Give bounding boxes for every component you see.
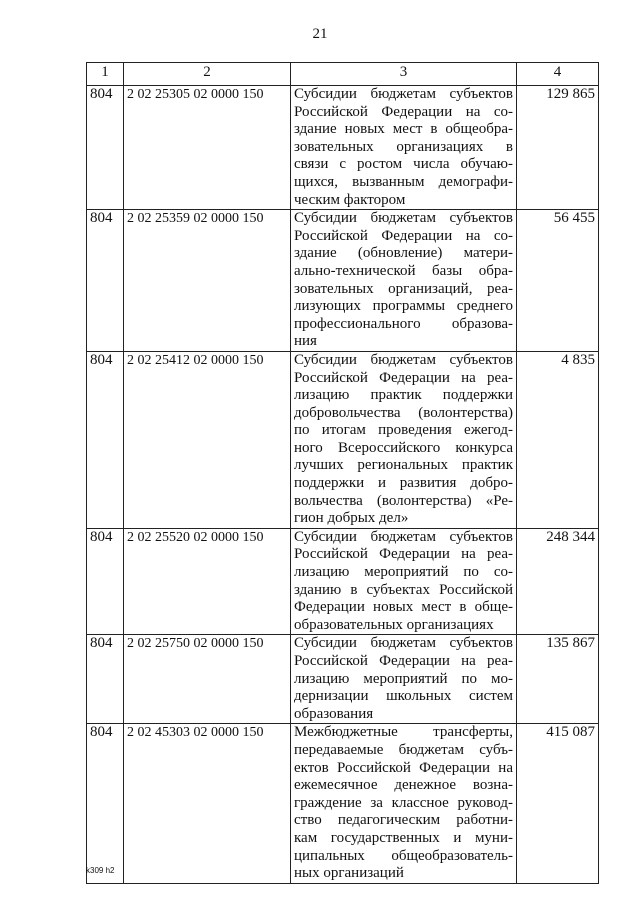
- budget-classification-code-cell: 2 02 25412 02 0000 150: [124, 351, 291, 528]
- admin-code-cell: 804: [87, 635, 124, 724]
- budget-classification-code-cell: 2 02 25750 02 0000 150: [124, 635, 291, 724]
- description-line: здание (обновление) матери-: [294, 245, 513, 262]
- table-row: [87, 86, 599, 210]
- description-line: ежемесячное денежное возна-: [294, 777, 513, 794]
- admin-code-cell: 804: [87, 210, 124, 352]
- description-line: Межбюджетные трансферты,: [294, 724, 513, 741]
- description-line: ного Всероссийского конкурса: [294, 439, 513, 456]
- description-line: профессионального образова-: [294, 315, 513, 332]
- description-line: ных организаций: [294, 865, 404, 882]
- budget-classification-code-cell: 2 02 45303 02 0000 150: [124, 724, 291, 883]
- admin-code-cell: 804: [87, 86, 124, 210]
- description-line: связи с ростом числа обучаю-: [294, 156, 513, 173]
- budget-revenue-table: [86, 62, 599, 884]
- description-line: Российской Федерации на реа-: [294, 369, 513, 386]
- description-cell: [291, 351, 517, 528]
- description-line: Субсидии бюджетам субъектов: [294, 351, 513, 368]
- description-line: Российской Федерации на со-: [294, 103, 513, 120]
- amount-cell: 4 835: [517, 351, 599, 528]
- description-line: лизацию практик поддержки: [294, 387, 513, 404]
- description-cell: [291, 210, 517, 352]
- description-line: лизацию мероприятий по мо-: [294, 670, 513, 687]
- column-header: 1: [87, 63, 124, 86]
- description-line: лизующих программы среднего: [294, 298, 513, 315]
- amount-cell: 129 865: [517, 86, 599, 210]
- description-line: образования: [294, 705, 374, 722]
- description-line: граждение за классное руковод-: [294, 794, 513, 811]
- description-line: лучших региональных практик: [294, 457, 513, 474]
- description-line: вольчества (волонтерства) «Ре-: [294, 492, 513, 509]
- admin-code-cell: 804: [87, 724, 124, 883]
- description-line: кам государственных и муни-: [294, 829, 513, 846]
- description-line: Российской Федерации на реа-: [294, 546, 513, 563]
- description-line: поддержки и развития добро-: [294, 475, 513, 492]
- description-line: по итогам проведения ежегод-: [294, 422, 513, 439]
- amount-cell: 56 455: [517, 210, 599, 352]
- description-line: добровольчества (волонтерства): [294, 404, 513, 421]
- admin-code-cell: 804: [87, 351, 124, 528]
- description-line: здание новых мест в общеобра-: [294, 121, 513, 138]
- description-line: Субсидии бюджетам субъектов: [294, 635, 513, 652]
- table-row: [87, 528, 599, 635]
- description-line: Российской Федерации на реа-: [294, 653, 513, 669]
- column-header: 3: [291, 63, 517, 86]
- description-line: образовательных организациях: [294, 616, 494, 633]
- budget-classification-code-cell: 2 02 25305 02 0000 150: [124, 86, 291, 210]
- description-line: ния: [294, 333, 317, 350]
- description-line: зовательных организациях в: [294, 138, 513, 155]
- description-cell: [291, 528, 517, 635]
- description-line: зовательных организаций, реа-: [294, 280, 513, 297]
- description-line: ство педагогическим работни-: [294, 812, 513, 829]
- footer-document-code: k309 h2: [86, 866, 115, 875]
- column-header: 2: [124, 63, 291, 86]
- description-line: передаваемые бюджетам субъ-: [294, 741, 513, 758]
- description-line: лизацию мероприятий по со-: [294, 564, 513, 581]
- table-row: [87, 724, 599, 883]
- column-header: 4: [517, 63, 599, 86]
- table-row: [87, 351, 599, 528]
- description-cell: [291, 635, 517, 724]
- description-line: ципальных общеобразователь-: [294, 847, 513, 864]
- amount-cell: 248 344: [517, 528, 599, 635]
- admin-code-cell: 804: [87, 528, 124, 635]
- budget-classification-code-cell: 2 02 25359 02 0000 150: [124, 210, 291, 352]
- description-line: Субсидии бюджетам субъектов: [294, 210, 513, 227]
- description-line: зданию в субъектах Российской: [294, 581, 513, 598]
- table-header-row: [87, 63, 599, 86]
- page-number: 21: [312, 26, 328, 42]
- description-line: щихся, вызванным демографи-: [294, 173, 513, 190]
- amount-cell: 135 867: [517, 635, 599, 724]
- amount-cell: 415 087: [517, 724, 599, 883]
- table-row: [87, 635, 599, 724]
- description-line: Федерации новых мест в обще-: [294, 599, 513, 616]
- description-line: гион добрых дел»: [294, 510, 409, 527]
- description-cell: [291, 724, 517, 883]
- description-cell: [291, 86, 517, 210]
- budget-classification-code-cell: 2 02 25520 02 0000 150: [124, 528, 291, 635]
- description-line: Российской Федерации на со-: [294, 227, 513, 244]
- description-line: ально-технической базы обра-: [294, 262, 513, 279]
- description-line: дернизации школьных систем: [294, 688, 513, 705]
- description-line: ектов Российской Федерации на: [294, 759, 513, 776]
- description-line: Субсидии бюджетам субъектов: [294, 86, 513, 102]
- description-line: Субсидии бюджетам субъектов: [294, 528, 513, 545]
- description-line: ческим фактором: [294, 191, 406, 208]
- table-row: [87, 210, 599, 352]
